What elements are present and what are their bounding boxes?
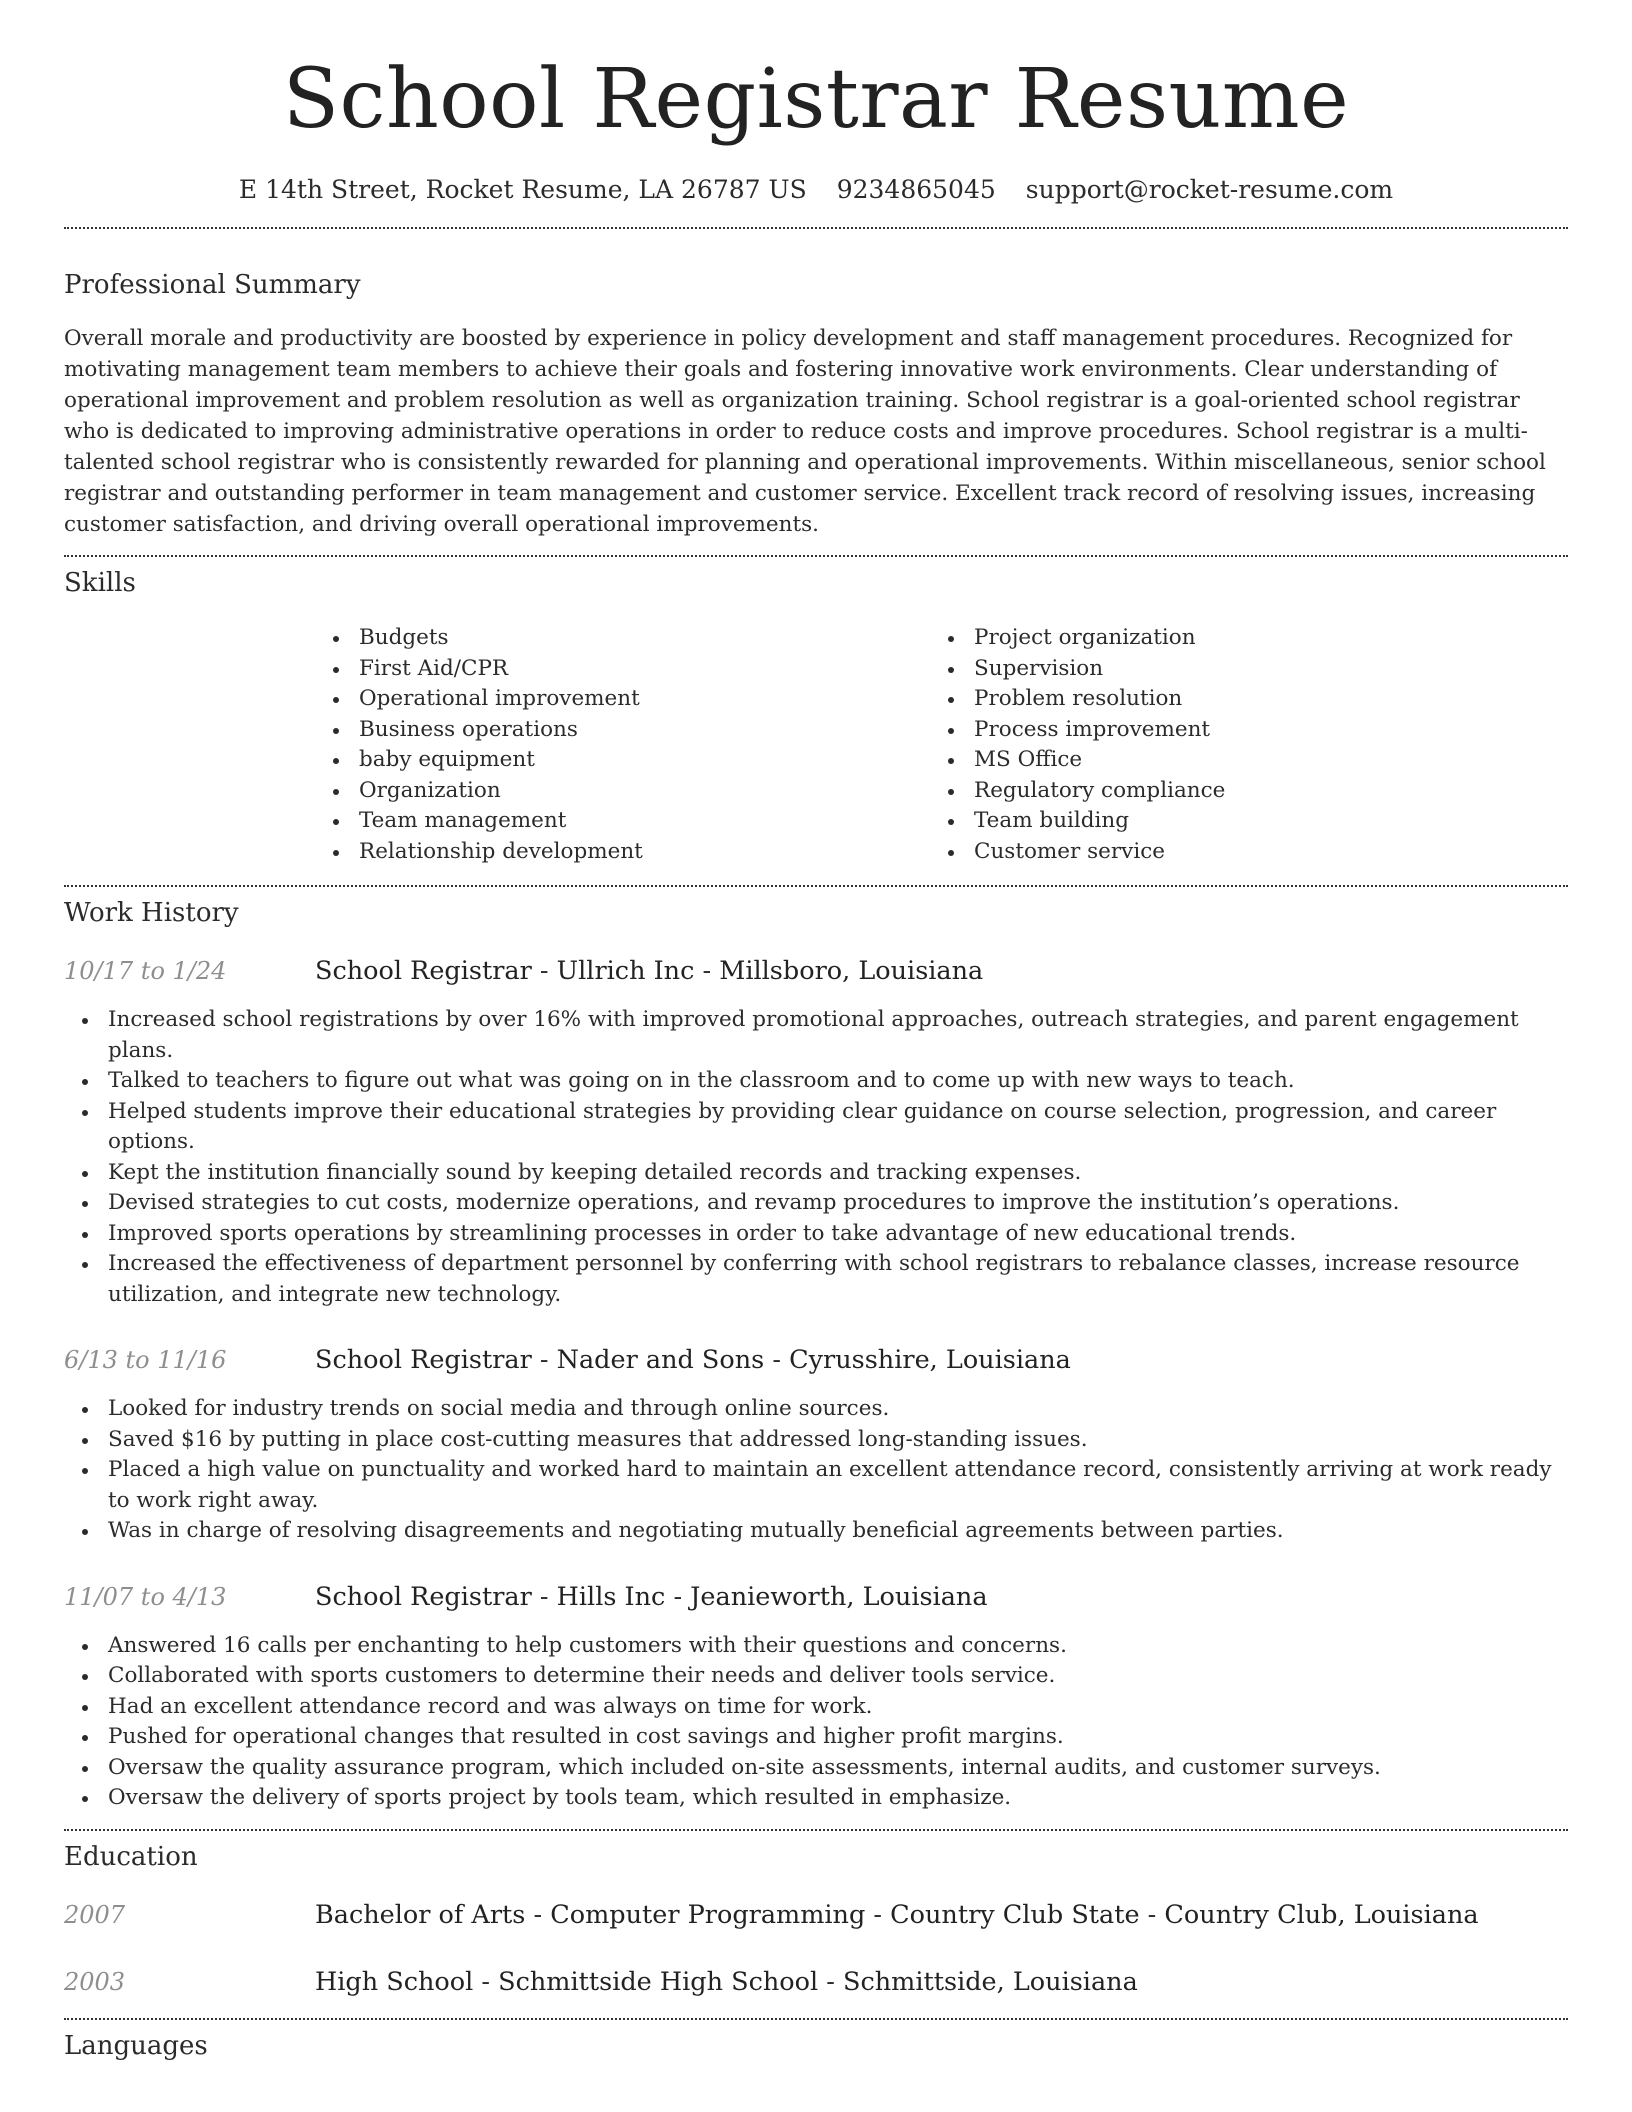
resume-title: School Registrar Resume [282,52,1350,147]
job-dates: 6/13 to 11/16 [64,1346,227,1374]
resume-page [64,0,1568,2062]
job-role: School Registrar [315,956,532,986]
section-title-skills: Skills [64,568,136,598]
job-bullet: Had an excellent attendance record and was always on time for work. [64,1692,1568,1723]
job-bullet: Oversaw the quality assurance program, which included on-site assessments, internal audits, and customer surveys. [64,1753,1568,1784]
education-school: Country Club State [890,1899,1140,1930]
job-bullet: Pushed for operational changes that resulted in cost savings and higher profit margins. [64,1722,1568,1753]
job-company: Ullrich Inc [556,956,695,986]
job-bullet: Answered 16 calls per enchanting to help customers with their questions and concerns. [64,1631,1568,1662]
job-bullets [64,1631,1568,1814]
job-title [315,1344,1071,1376]
skill-item: Budgets [315,623,930,654]
job-title [315,955,983,987]
job-bullet: Increased the effectiveness of department personnel by conferring with school registrars to rebalance classes, increase resource utilization, and integrate new technology. [64,1249,1568,1310]
section-title-work: Work History [64,898,239,928]
education-school: Schmittside High School [498,1966,819,1997]
skill-item: Regulatory compliance [930,776,1545,807]
job-dates: 11/07 to 4/13 [64,1582,227,1611]
job-location: Millsboro, Louisiana [719,956,984,986]
separator: - [525,1899,551,1930]
job-entry [64,1344,1568,1547]
education-location: Country Club, Louisiana [1164,1899,1479,1930]
separator: - [665,1581,691,1612]
job-company: Nader and Sons [556,1345,765,1375]
separator: - [531,1345,557,1375]
separator: - [531,956,557,986]
education-location: Schmittside, Louisiana [842,1966,1138,1997]
job-bullets [64,1394,1568,1547]
job-bullet: Placed a high value on punctuality and worked hard to maintain an excellent attendance record, consistently arriving at work ready to work right away. [64,1455,1568,1516]
education-entry [64,1966,1568,1998]
separator: - [1139,1899,1165,1930]
divider [64,885,1568,887]
education-year: 2003 [64,1967,126,1996]
job-bullet: Improved sports operations by streamlining processes in order to take advantage of new educational trends. [64,1219,1568,1250]
job-bullet: Was in charge of resolving disagreements and negotiating mutually beneficial agreements between parties. [64,1516,1568,1547]
education-title [315,1899,1479,1931]
skill-item: Customer service [930,837,1545,868]
skill-item: Problem resolution [930,684,1545,715]
job-bullet: Saved $16 by putting in place cost-cutting measures that addressed long-standing issues. [64,1425,1568,1456]
job-company: Hills Inc [556,1581,666,1612]
email: support@rocket-resume.com [1025,175,1394,204]
skills-list [315,623,1568,867]
separator: - [764,1345,790,1375]
job-entry [64,1581,1568,1814]
education-year: 2007 [64,1900,126,1929]
job-header [64,1581,1568,1613]
education-degree: Bachelor of Arts [315,1899,526,1930]
skill-item: Supervision [930,654,1545,685]
job-dates: 10/17 to 1/24 [64,957,227,985]
divider [64,2018,1568,2020]
job-bullet: Kept the institution financially sound by keeping detailed records and tracking expenses. [64,1158,1568,1189]
skill-item: Operational improvement [315,684,930,715]
job-location: Cyrusshire, Louisiana [789,1345,1071,1375]
skill-item: baby equipment [315,745,930,776]
job-entry [64,955,1568,1310]
skill-item: Project organization [930,623,1545,654]
job-header [64,955,1568,987]
job-bullet: Collaborated with sports customers to determine their needs and deliver tools service. [64,1661,1568,1692]
job-role: School Registrar [315,1581,532,1612]
phone: 9234865045 [836,175,996,204]
skill-item: MS Office [930,745,1545,776]
skill-item: Relationship development [315,837,930,868]
skills-column-right [930,623,1545,867]
job-role: School Registrar [315,1345,532,1375]
section-title-education: Education [64,1841,198,1872]
address: E 14th Street, Rocket Resume, LA 26787 US [238,175,807,204]
job-bullet: Talked to teachers to figure out what was going on in the classroom and to come up with new ways to teach. [64,1066,1568,1097]
job-bullet: Helped students improve their educational strategies by providing clear guidance on course selection, progression, and career options. [64,1097,1568,1158]
divider [64,1829,1568,1831]
education-degree: High School [315,1966,474,1997]
education-entry [64,1899,1568,1931]
skill-item: Team management [315,806,930,837]
education-field: Computer Programming [550,1899,866,1930]
section-title-summary: Professional Summary [64,270,361,300]
job-title [315,1581,988,1613]
job-bullets [64,1005,1568,1310]
job-location: Jeanieworth, Louisiana [690,1581,988,1612]
skill-item: Organization [315,776,930,807]
contact-line [64,174,1568,206]
skill-item: Process improvement [930,715,1545,746]
separator: - [694,956,720,986]
section-title-languages: Languages [64,2030,208,2061]
divider [64,227,1568,229]
skill-item: Team building [930,806,1545,837]
separator: - [865,1899,891,1930]
separator: - [818,1966,843,1997]
job-header [64,1344,1568,1376]
job-bullet: Devised strategies to cut costs, modernize operations, and revamp procedures to improve the institution’s operations. [64,1188,1568,1219]
job-bullet: Increased school registrations by over 16% with improved promotional approaches, outreach strategies, and parent engagement plans. [64,1005,1568,1066]
separator: - [531,1581,557,1612]
skill-item: First Aid/CPR [315,654,930,685]
divider [64,555,1568,557]
job-bullet: Looked for industry trends on social media and through online sources. [64,1394,1568,1425]
job-bullet: Oversaw the delivery of sports project by tools team, which resulted in emphasize. [64,1783,1568,1814]
education-title [315,1966,1138,1998]
skills-column-left [315,623,930,867]
separator: - [473,1966,499,1997]
skill-item: Business operations [315,715,930,746]
summary-text: Overall morale and productivity are boosted by experience in policy development and staff management procedures. Recognized for motivating management team members to achieve their goals and fostering innovative work environments. Clear understanding of operational improvement and problem resolution as well as organization training. School registrar is a goal-oriented school registrar who is dedicated to improving administrative operations in order to reduce costs and improve procedures. School registrar is a multi-talented school registrar who is consistently rewarded for planning and operational improvements. Within miscellaneous, senior school registrar and outstanding performer in team management and customer service. Excellent track record of resolving issues, increasing customer satisfaction, and driving overall operational improvements. [64,326,1546,537]
